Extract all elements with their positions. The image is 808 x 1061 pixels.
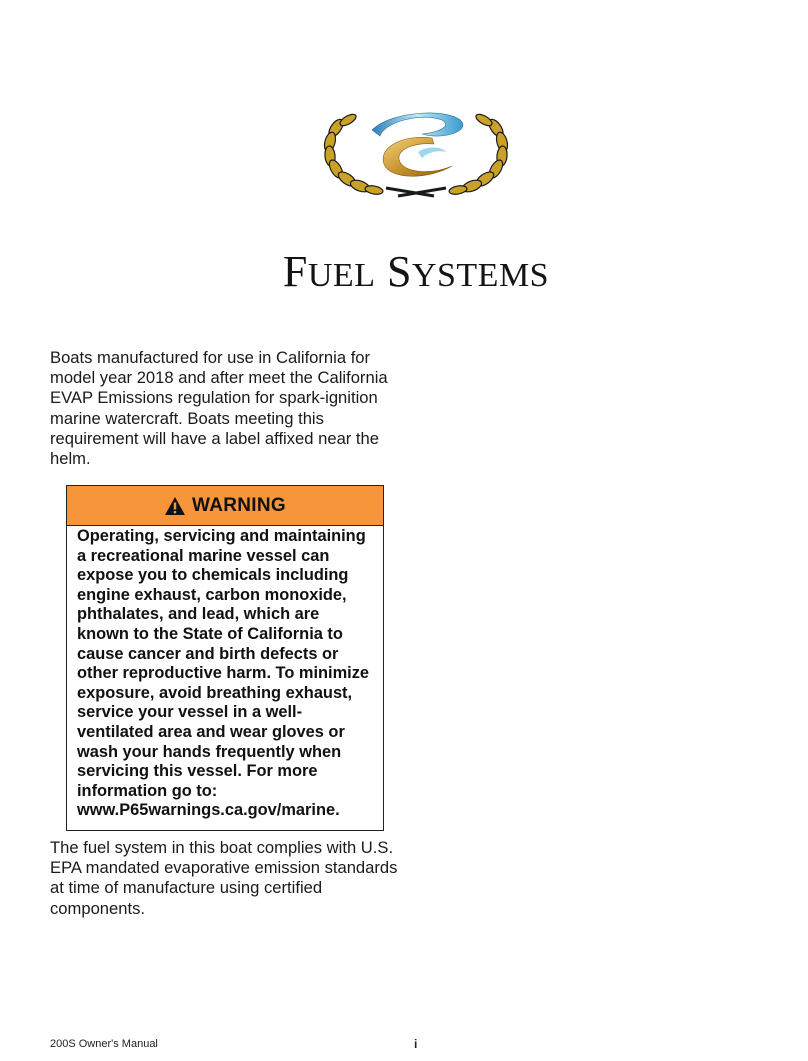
title-rest-systems: YSTEMS xyxy=(411,257,550,294)
warning-triangle-icon xyxy=(164,496,186,516)
page-title xyxy=(0,247,808,298)
intro-paragraph: Boats manufactured for use in California for model year 2018 and after meet the California EVAP Emissions regulation for spark-ignition marine watercraft. Boats meeting this requirement will have a label affixed near the helm. xyxy=(50,348,388,469)
title-rest-fuel: UEL xyxy=(307,257,376,294)
warning-box xyxy=(66,485,384,831)
warning-label: WARNING xyxy=(192,494,286,516)
footer-manual-name: 200S Owner's Manual xyxy=(50,1038,158,1050)
title-initial-f: F xyxy=(282,247,308,296)
warning-header xyxy=(67,486,383,526)
warning-text: Operating, servicing and maintaining a recreational marine vessel can expose you to chemicals including engine exhaust, carbon monoxide, phthalates, and lead, which are known to the State of California to cause cancer and birth defects or other reproductive harm. To minimize exposure, avoid breathing exhaust, service your vessel in a well-ventilated area and wear gloves or wash your hands frequently when servicing this vessel. For more information go to: www.P65warnings.ca.gov/marine. xyxy=(77,527,370,820)
wreath-logo-icon xyxy=(322,100,510,200)
title-initial-s: S xyxy=(386,247,412,296)
compliance-paragraph: The fuel system in this boat complies with U.S. EPA mandated evaporative emission standards at time of manufacture using certified components. xyxy=(50,838,398,918)
footer-page-number: i xyxy=(414,1037,418,1051)
